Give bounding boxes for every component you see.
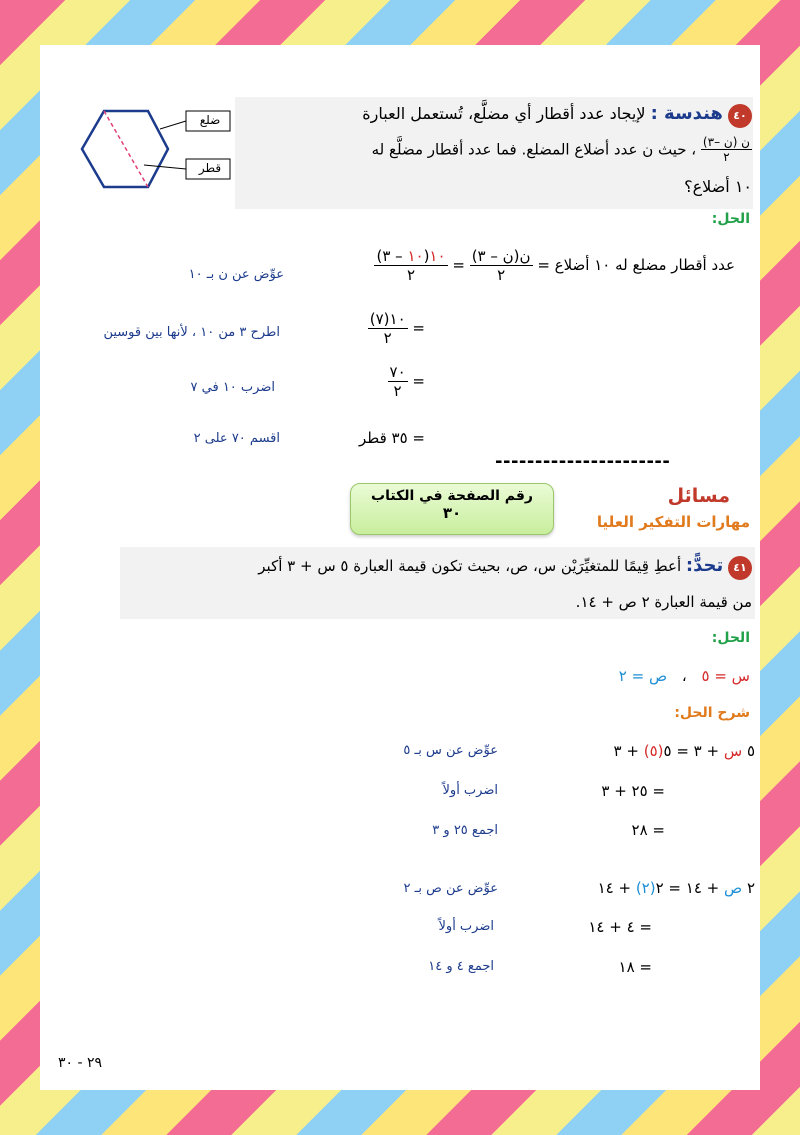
- solution-label: الحل:: [711, 211, 750, 227]
- problem-40-line2: [232, 135, 752, 165]
- sol41-b-row1-note: عوِّض عن ص بـ ٢: [403, 881, 498, 896]
- sol41-b-row3-note: اجمع ٤ و ١٤: [428, 959, 494, 974]
- solution-label: الحل:: [711, 630, 750, 646]
- sol40-row2-note: اطرح ٣ من ١٠ ، لأنها بين قوسين: [103, 325, 280, 340]
- sol40-row2: = $\frac{١٠(٧)}{٢}$: [369, 310, 425, 347]
- answer-values: س = ٥ ، ص = ٢: [618, 667, 750, 685]
- label-diagonal: قطر: [198, 161, 222, 175]
- problem-subject: هندسة :: [650, 103, 723, 124]
- sol40-row1: عدد أقطار مضلع له ١٠ أضلاع = $\frac{\text{ن(ن – ٣)}}{٢}$ = $\frac{١٠(١٠ - ٣)}{٢}$: [376, 247, 735, 284]
- sol40-row3-note: اضرب ١٠ في ٧: [190, 380, 275, 395]
- sol41-a-row3: = ٢٨: [631, 821, 665, 839]
- label-side: ضلع: [199, 113, 221, 127]
- book-page-box: [350, 483, 554, 535]
- section-title: مسائل: [667, 485, 730, 507]
- diagonal-formula: $\frac{\text{ن (ن –٣)}}{٢}$: [702, 135, 750, 165]
- problem-40-line3: ١٠ أضلاع؟: [684, 177, 752, 196]
- problem-40-line1: [232, 103, 752, 128]
- dashed-divider: ----------------------: [495, 451, 671, 472]
- problem-number-badge: ٤٠: [728, 104, 752, 128]
- sol40-row1-note: عوِّض عن ن بـ ١٠: [188, 267, 284, 282]
- sol41-a-row1-note: عوِّض عن س بـ ٥: [403, 743, 498, 758]
- sol41-a-row1: ٥ س + ٣ = ٥(٥) + ٣: [613, 742, 755, 760]
- sol41-b-row2: = ٤ + ١٤: [588, 918, 652, 936]
- formula-fraction: $\frac{\text{ن(ن – ٣)}}{٢}$: [471, 247, 531, 284]
- page-numbers: ٢٩ - ٣٠: [58, 1055, 103, 1071]
- sol41-a-row2: = ٢٥ + ٣: [601, 782, 665, 800]
- substituted-fraction: $\frac{١٠(١٠ - ٣)}{٢}$: [376, 247, 446, 284]
- worksheet-page: [40, 45, 760, 1090]
- problem-41-line1: ٤١ تحدًّ: أعطِ قِيمًا للمتغيِّرَيْن س، ص، بحيث تكون قيمة العبارة ٥ س + ٣ أكبر: [112, 555, 752, 580]
- sol41-b-row2-note: اضرب أولاً: [438, 919, 494, 934]
- problem-41-line2: من قيمة العبارة ٢ ص + ١٤.: [575, 593, 752, 611]
- section-subtitle: مهارات التفكير العليا: [596, 513, 750, 531]
- sol40-row4: = ٣٥ قطر: [359, 429, 425, 447]
- problem-text: ، حيث ن عدد أضلاع المضلع. فما عدد أقطار مضلَّع له: [371, 140, 697, 159]
- problem-subject: تحدًّ:: [685, 555, 724, 576]
- sol40-row4-note: اقسم ٧٠ على ٢: [193, 431, 280, 446]
- problem-text: لإيجاد عدد أقطار أي مضلَّع، تُستعمل العبارة: [362, 104, 646, 123]
- sol41-a-row3-note: اجمع ٢٥ و ٣: [432, 823, 498, 838]
- explanation-label: شرح الحل:: [674, 705, 750, 721]
- sol40-row3: = $\frac{٧٠}{٢}$: [389, 363, 425, 400]
- sol41-b-row3: = ١٨: [618, 958, 652, 976]
- book-page-label: رقم الصفحة في الكتاب: [371, 488, 533, 504]
- sol41-a-row2-note: اضرب أولاً: [442, 783, 498, 798]
- book-page-value: ٣٠: [442, 504, 462, 522]
- problem-number-badge: ٤١: [728, 556, 752, 580]
- sol41-b-row1: ٢ ص + ١٤ = ٢(٢) + ١٤: [597, 879, 755, 897]
